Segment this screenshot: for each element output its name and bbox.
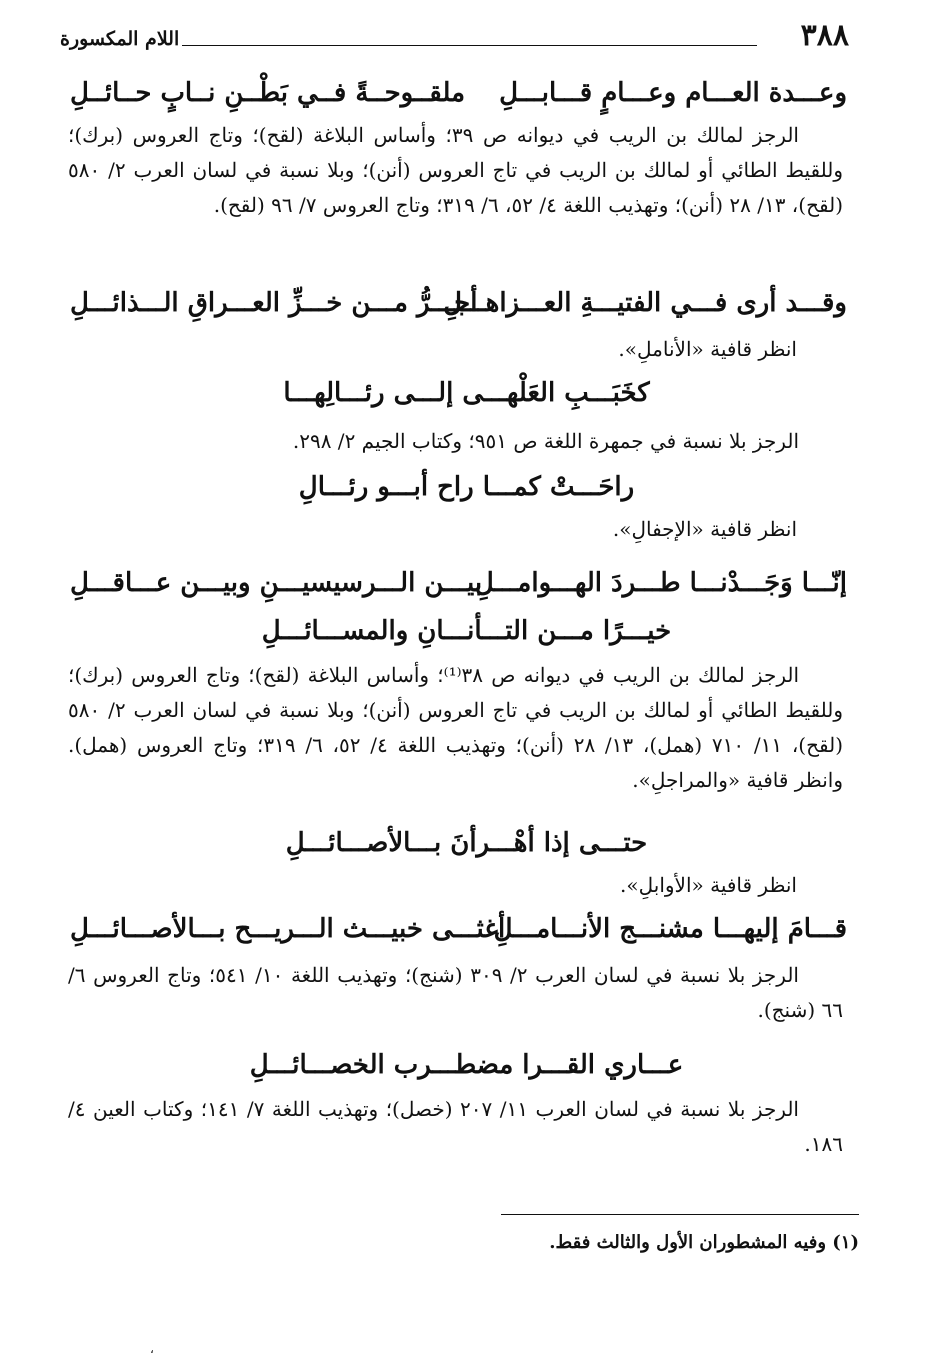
verse-line	[70, 288, 847, 328]
source-note: الرجز بلا نسبة في جمهرة اللغة ص ٩٥١؛ وكتاب الجيم ٢/ ٢٩٨.	[292, 429, 799, 453]
cross-reference: انظر قافية «الأناملِ».	[618, 337, 797, 361]
footnote: (١) وفيه المشطوران الأول والثالث فقط.	[549, 1232, 859, 1253]
source-note: الرجز لمالك بن الريب في ديوانه ص ٣٩؛ وأساس البلاغة (لقح)؛ وتاج العروس (برك)؛ وللقيط الطائي أو لمالك بن الريب في تاج العروس (أنن)؛ وبلا نسبة في لسان العرب ٢/ ٥٨٠ (لقح)، ١٣/ ٢٨ (أنن)؛ وتهذيب اللغة ٤/ ٥٢، ٦/ ٣١٩؛ وتاج العروس ٧/ ٩٦ (لقح).	[68, 123, 843, 217]
source-note: الرجز بلا نسبة في لسان العرب ١١/ ٢٠٧ (خصل)؛ وتهذيب اللغة ٧/ ١٤١؛ وكتاب العين ٤/ ١٨٦.	[68, 1097, 843, 1156]
header-rule	[182, 45, 757, 46]
source-note: الرجز بلا نسبة في لسان العرب ٢/ ٣٠٩ (شنج)؛ وتهذيب اللغة ١٠/ ٥٤١؛ وتاج العروس ٦/ ٦٦ (شنج).	[68, 963, 843, 1022]
running-title: اللام المكسورة	[60, 28, 180, 50]
verse-hemistich-first: قـــامَ إليهـــا مشنـــج الأنـــامـــلِ	[493, 914, 847, 944]
page-header	[60, 18, 849, 58]
verse-line-centered: عـــاري القـــرا مضطـــرب الخصـــائـــلِ	[249, 1050, 684, 1080]
verse-hemistich-first: وقـــد أرى فـــي الفتيـــةِ العـــزاهـــلِ	[443, 288, 847, 318]
verse-line-centered: خيـــرًا مـــن التـــأنـــانِ والمســـائـــلِ	[261, 616, 672, 646]
verse-line	[70, 78, 847, 118]
verse-hemistich-second: ملقــوحــةً فــي بَطْــنِ نــابٍ حــائــلِ	[70, 78, 465, 108]
stray-mark: ،	[150, 1342, 154, 1356]
verse-hemistich-first: وعـــدة العـــام وعـــامٍ قـــابـــلِ	[499, 78, 847, 108]
verse-line-centered: كخَبَـــبِ العَلْهـــى إلـــى رئـــالِهـــا	[283, 378, 650, 408]
verse-line	[70, 914, 847, 954]
verse-line	[70, 568, 847, 608]
verse-line-centered: راحَـــتْ كمـــا راح أبـــو رئـــالِ	[298, 472, 635, 502]
cross-reference: انظر قافية «الأوابلِ».	[620, 873, 797, 897]
verse-hemistich-second: بيـــن الـــرسيسيـــنِ وبيـــن عـــاقـــلِ	[70, 568, 483, 598]
source-note: الرجز لمالك بن الريب في ديوانه ص ٣٨⁽¹⁾؛ وأساس البلاغة (لقح)؛ وتاج العروس (برك)؛ وللقيط الطائي أو لمالك بن الريب في تاج العروس (أنن)؛ وبلا نسبة في لسان العرب ٢/ ٥٨٠ (لقح)، ١١/ ٧١٠ (همل)، ١٣/ ٢٨ (أنن)؛ وتهذيب اللغة ٤/ ٥٢، ٦/ ٣١٩؛ وتاج العروس (همل). وانظر قافية «والمراجلِ».	[68, 663, 843, 792]
verse-hemistich-first: إنّـــا وَجَـــدْنـــا طـــردَ الهـــوامـــلِ	[474, 568, 847, 598]
cross-reference: انظر قافية «الإجفالِ».	[612, 517, 797, 541]
verse-hemistich-second: أغثـــى خبيـــث الـــريـــح بـــالأصـــائـــلِ	[70, 914, 506, 944]
verse-line-centered: حتـــى إذا أهْـــرأنَ بـــالأصـــائـــلِ	[285, 828, 648, 858]
footnote-rule	[501, 1214, 859, 1215]
page-number: ٣٨٨	[800, 18, 849, 53]
verse-hemistich-second: أجـــرُّ مـــن خـــزِّ العـــراقِ الـــذائـــلِ	[70, 288, 478, 318]
